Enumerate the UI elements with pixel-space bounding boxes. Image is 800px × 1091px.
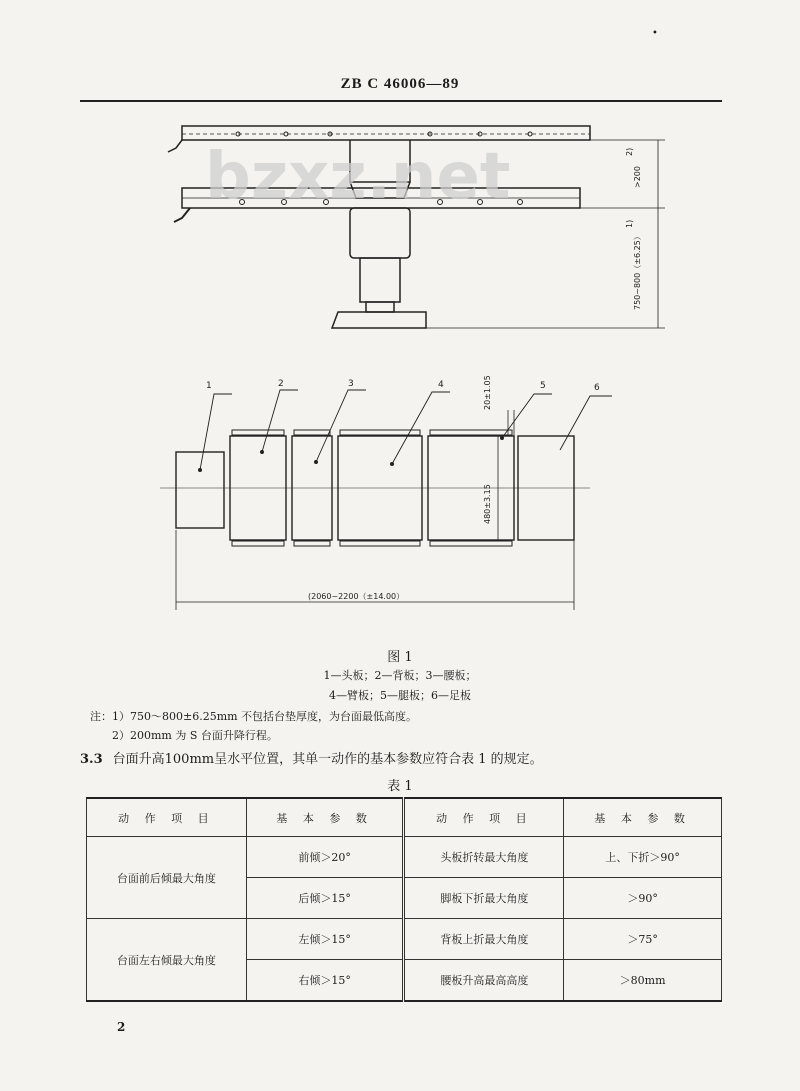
dim-lower-label: 750~800（±6.25） <box>633 232 642 310</box>
dim-upper-sup: 2) <box>625 147 634 156</box>
table-title: 表 1 <box>387 779 413 794</box>
group-lateral-tilt: 台面左右倾最大角度 <box>87 919 247 1002</box>
technical-drawing <box>0 110 800 640</box>
parameter-table <box>86 797 722 1002</box>
part-label-2: 2 <box>278 379 284 389</box>
watermark-text: bzxz.net <box>205 140 511 214</box>
part-label-4: 4 <box>438 380 444 390</box>
table-cell: 左倾＞15° <box>246 919 404 960</box>
dim-gap: 20±1.05 <box>483 375 492 410</box>
table-cell: ＞80mm <box>564 960 722 1002</box>
group-fore-aft-tilt: 台面前后倾最大角度 <box>87 837 247 919</box>
dim-total-length: (2060~2200（±14.00） <box>308 592 405 601</box>
note-1: 注：1）750～800±6.25mm 不包括台垫厚度，为台面最低高度。 <box>90 710 418 723</box>
table-cell: 腰板升高最高高度 <box>404 960 564 1002</box>
figure-legend-line-1: 1—头板；2—背板；3—腰板； <box>323 669 477 682</box>
part-label-1: 1 <box>206 381 212 391</box>
scan-mark: • <box>652 28 658 39</box>
note-2: 2）200mm 为 S 台面升降行程。 <box>112 729 278 742</box>
table-cell: ＞75° <box>564 919 722 960</box>
part-label-3: 3 <box>348 379 354 389</box>
plan-view <box>160 390 612 610</box>
part-label-5: 5 <box>540 381 546 391</box>
clause-3-3 <box>80 748 543 767</box>
table-cell: 右倾＞15° <box>246 960 404 1002</box>
table-cell: 后倾＞15° <box>246 878 404 919</box>
dim-upper-label: >200 <box>633 166 642 188</box>
table-cell: 头板折转最大角度 <box>404 837 564 878</box>
standard-number-header: ZB C 46006—89 <box>340 76 460 92</box>
header-rule <box>80 100 722 102</box>
header-action-item-2: 动 作 项 目 <box>404 798 564 837</box>
header-basic-param-2: 基 本 参 数 <box>564 798 722 837</box>
table-header-row <box>87 798 722 837</box>
table-row <box>87 837 722 878</box>
header-action-item-1: 动 作 项 目 <box>87 798 247 837</box>
table-cell: 背板上折最大角度 <box>404 919 564 960</box>
table-cell: 前倾＞20° <box>246 837 404 878</box>
part-label-6: 6 <box>594 383 600 393</box>
table-cell: ＞90° <box>564 878 722 919</box>
dim-lower-sup: 1) <box>625 219 634 228</box>
clause-text: 台面升高100mm呈水平位置，其单一动作的基本参数应符合表 1 的规定。 <box>112 752 543 767</box>
clause-number: 3.3 <box>80 752 103 767</box>
figure-legend-line-2: 4—臂板；5—腿板；6—足板 <box>329 689 471 702</box>
figure-title: 图 1 <box>387 650 413 665</box>
header-basic-param-1: 基 本 参 数 <box>246 798 404 837</box>
dim-width: 480±3.15 <box>483 484 492 524</box>
table-cell: 上、下折＞90° <box>564 837 722 878</box>
table-row <box>87 919 722 960</box>
table-cell: 脚板下折最大角度 <box>404 878 564 919</box>
page-number: 2 <box>117 1020 126 1034</box>
